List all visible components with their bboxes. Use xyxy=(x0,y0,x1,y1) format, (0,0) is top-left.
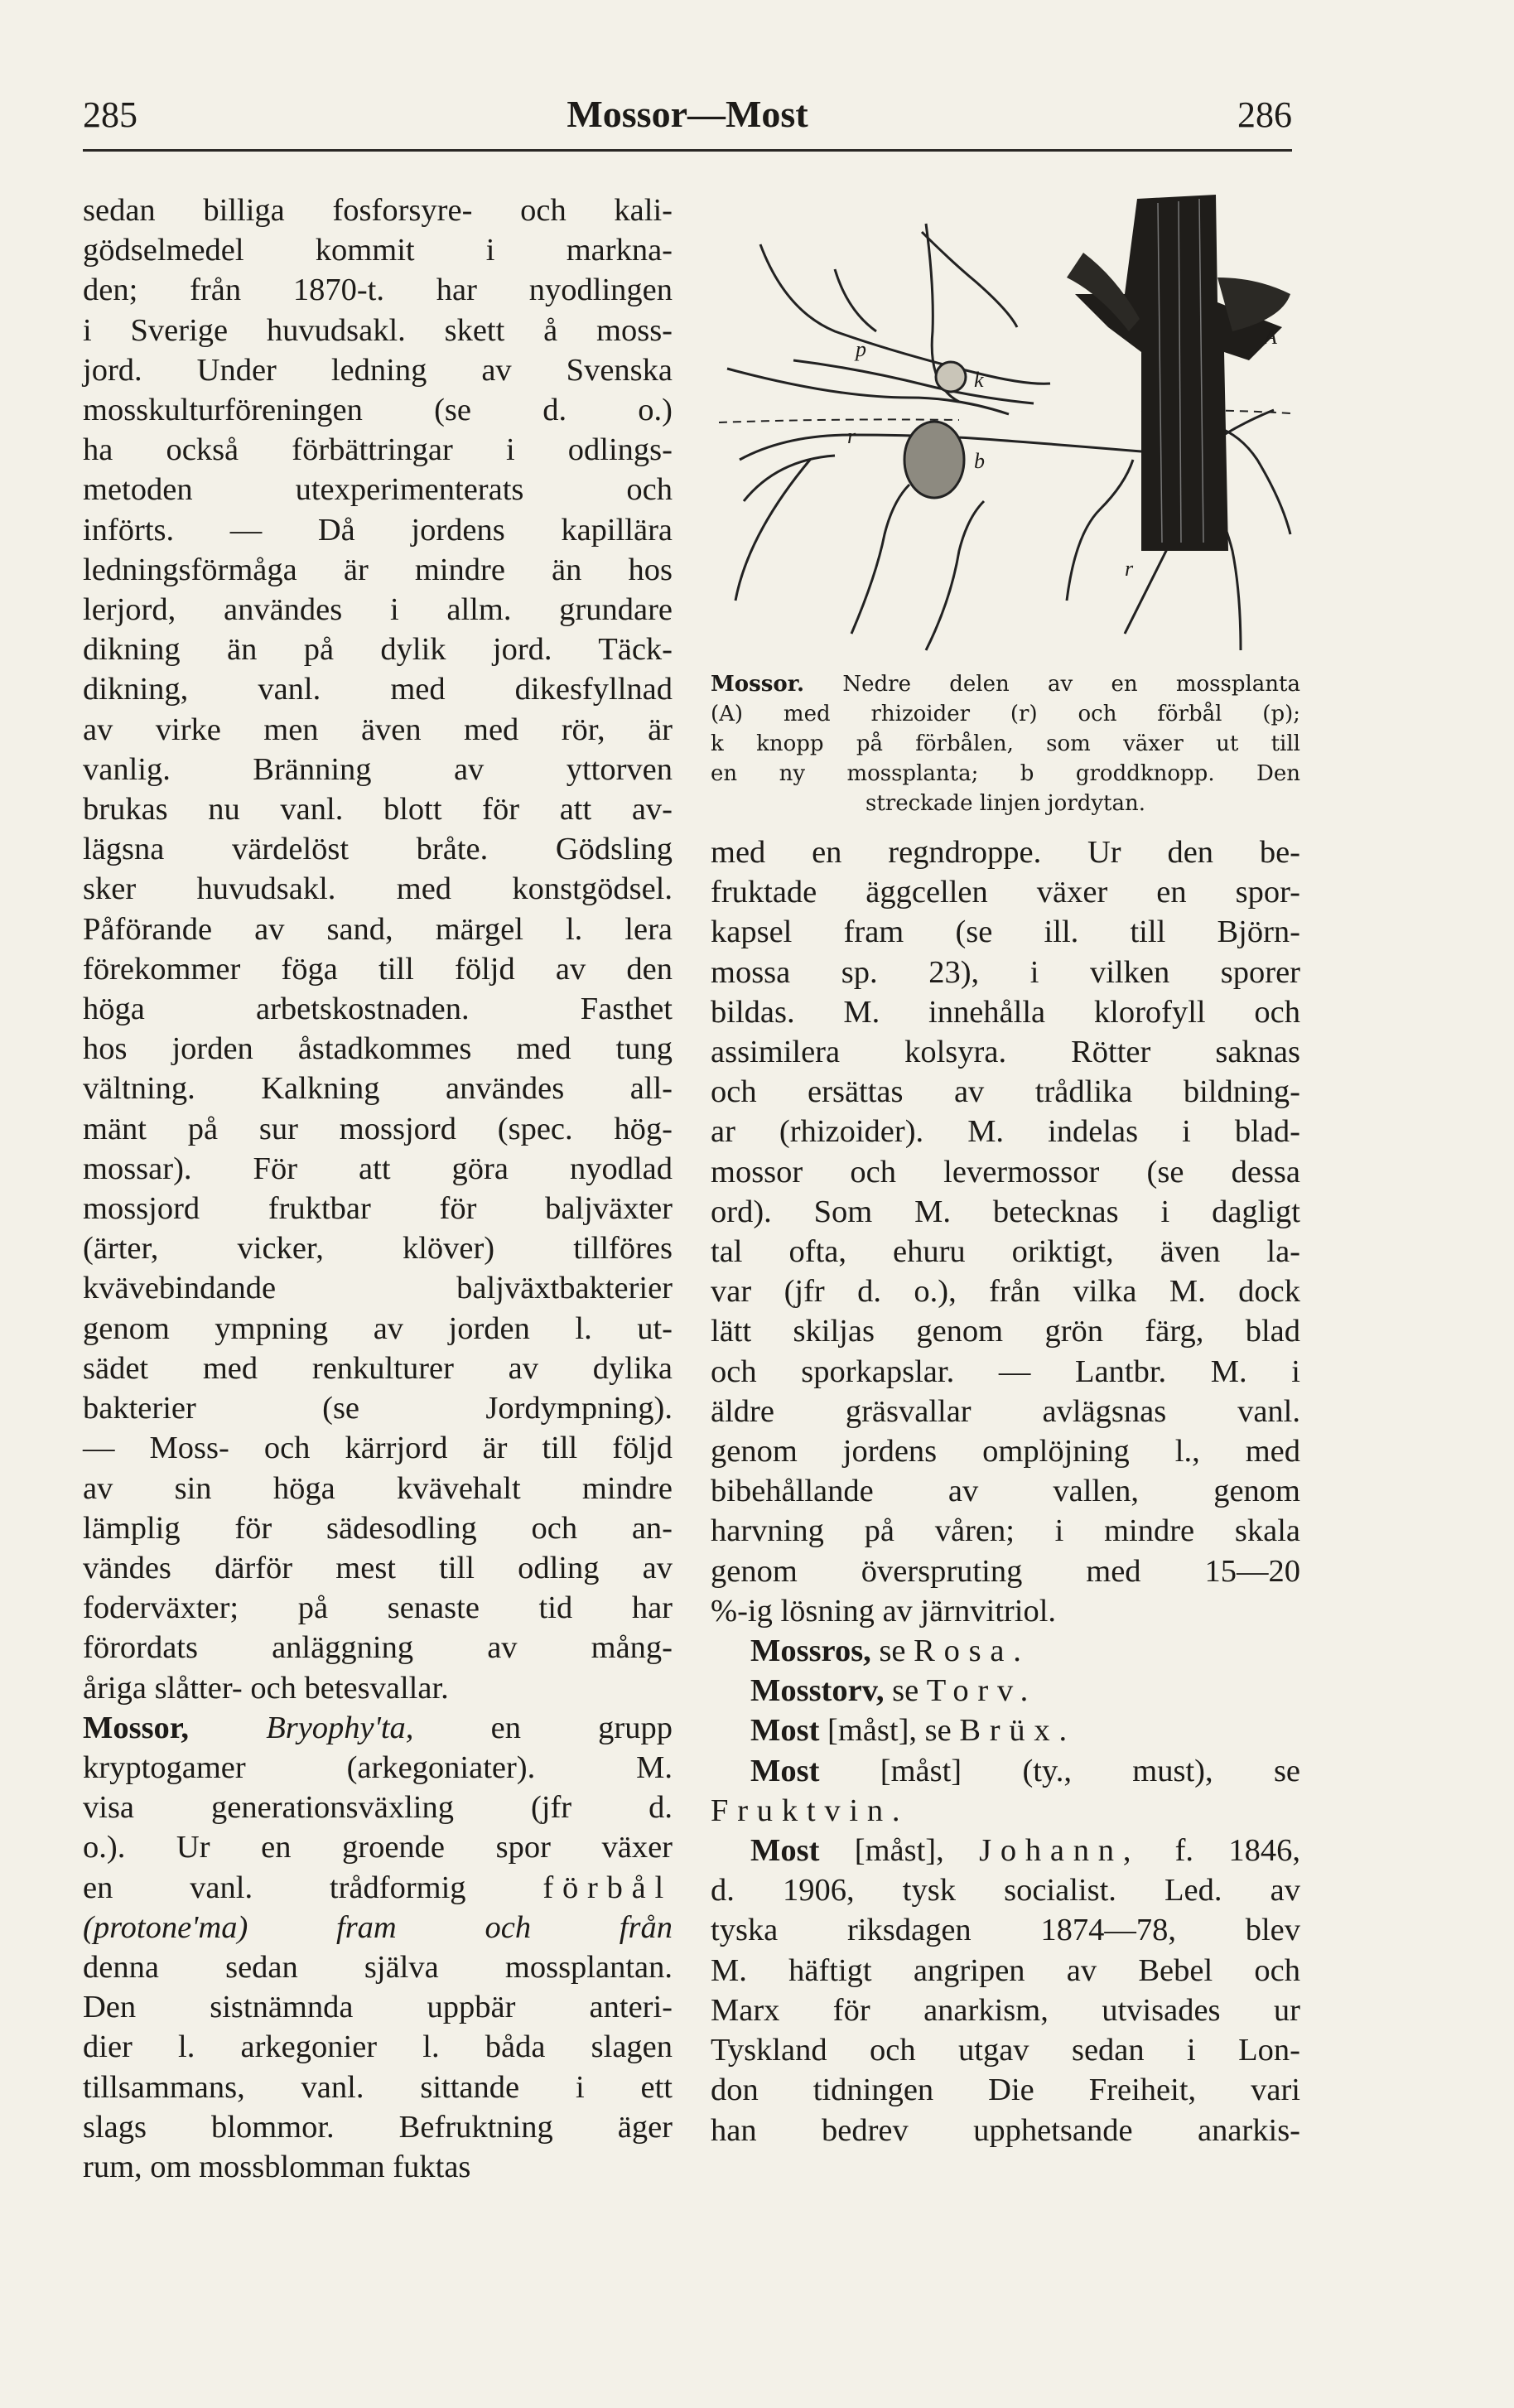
figure-caption xyxy=(711,669,1300,818)
text-line: sker huvudsakl. med konstgödsel. xyxy=(83,871,673,907)
text-line: foderväxter; på senaste tid har xyxy=(83,1590,673,1626)
text-line: och ersättas av trådlika bildning- xyxy=(711,1074,1300,1110)
text-line: brukas nu vanl. blott för att av- xyxy=(83,792,673,828)
text-line: lätt skiljas genom grön färg, blad xyxy=(711,1314,1300,1349)
text-line: av virke men även med rör, är xyxy=(83,712,673,747)
caption-line: en ny mossplanta; b groddknopp. Den xyxy=(711,761,1300,786)
text-line: av sin höga kvävehalt mindre xyxy=(83,1470,673,1506)
headword-mossor: Mossor, xyxy=(83,1710,189,1745)
text-line: tal ofta, ehuru oriktigt, även la- xyxy=(711,1234,1300,1270)
text-line: vanlig. Bränning av yttorven xyxy=(83,751,673,787)
text-line: denna sedan själva mossplantan. xyxy=(83,1949,673,1985)
text-line: jord. Under ledning av Svenska xyxy=(83,352,673,388)
text-line: mänt på sur mossjord (spec. hög- xyxy=(83,1111,673,1146)
text-line: genom jordens omplöjning l., med xyxy=(711,1434,1300,1469)
label-k: k xyxy=(974,368,984,392)
text-line: assimilera kolsyra. Rötter saknas xyxy=(711,1035,1300,1070)
left-column xyxy=(83,191,673,2187)
text-line: o.). Ur en groende spor växer xyxy=(83,1830,673,1865)
text-line: den; från 1870-t. har nyodlingen xyxy=(83,273,673,308)
text-line: mossjord fruktbar för baljväxter xyxy=(83,1191,673,1227)
right-column-text xyxy=(711,832,1300,1631)
text-line: ar (rhizoider). M. indelas i blad- xyxy=(711,1114,1300,1150)
text-line: visa generationsväxling (jfr d. xyxy=(83,1790,673,1826)
text-line: dikning, vanl. med dikesfyllnad xyxy=(83,672,673,707)
entry-mossros: Mossros, se Rosa. xyxy=(750,1633,1030,1669)
text-line: (ärter, vicker, klöver) tillföres xyxy=(83,1231,673,1267)
label-r-right: r xyxy=(1125,557,1134,581)
running-title: Mossor—Most xyxy=(567,93,808,135)
text-line: harvning på våren; i mindre skala xyxy=(711,1513,1300,1549)
text-line: don tidningen Die Freiheit, vari xyxy=(711,2073,1300,2108)
page-number-right: 286 xyxy=(1237,94,1292,135)
text-line: införts. — Då jordens kapillära xyxy=(83,512,673,548)
text-line: dier l. arkegonier l. båda slagen xyxy=(83,2029,673,2065)
text-line: tillsammans, vanl. sittande i ett xyxy=(83,2069,673,2105)
page-number-left: 285 xyxy=(83,94,137,135)
text-line: Påförande av sand, märgel l. lera xyxy=(83,911,673,947)
text-line: gödselmedel kommit i markna- xyxy=(83,233,673,268)
caption-line: streckade linjen jordytan. xyxy=(865,791,1145,816)
text-line: sedan billiga fosforsyre- och kali- xyxy=(83,193,673,228)
text-line: åriga slåtter- och betesvallar. xyxy=(83,1670,449,1706)
text-line: genom överspruting med 15—20 xyxy=(711,1553,1300,1589)
text-line: mossar). För att göra nyodlad xyxy=(83,1151,673,1186)
text-line: mosskulturföreningen (se d. o.) xyxy=(83,393,673,428)
text-line: ledningsförmåga är mindre än hos xyxy=(83,552,673,587)
text-line: äldre gräsvallar avlägsnas vanl. xyxy=(711,1393,1300,1429)
text-line: vändes därför mest till odling av xyxy=(83,1550,673,1585)
label-b: b xyxy=(974,449,985,473)
label-r-left: r xyxy=(847,424,856,448)
text-line: genom ympning av jorden l. ut- xyxy=(83,1310,673,1346)
moss-plant-illustration xyxy=(711,186,1300,683)
text-line: tyska riksdagen 1874—78, blev xyxy=(711,1913,1300,1948)
text-line: Tyskland och utgav sedan i Lon- xyxy=(711,2033,1300,2068)
text-line: sädet med renkulturer av dylika xyxy=(83,1350,673,1386)
text-line: med en regndroppe. Ur den be- xyxy=(711,835,1300,870)
text-line: lämplig för sädesodling och an- xyxy=(83,1510,673,1546)
entry-mosstorv: Mosstorv, se Torv. xyxy=(750,1673,1037,1709)
text-line: vältning. Kalkning användes all- xyxy=(83,1071,673,1107)
text-line: bibehållande av vallen, genom xyxy=(711,1474,1300,1509)
text-line: Marx för anarkism, utvisades ur xyxy=(711,1992,1300,2028)
text-line: förekommer föga till följd av den xyxy=(83,951,673,987)
text-line: och sporkapslar. — Lantbr. M. i xyxy=(711,1354,1300,1389)
text-line: M. häftigt angripen av Bebel och xyxy=(711,1952,1300,1988)
text-line: dikning än på dylik jord. Täck- xyxy=(83,632,673,668)
text-line: ord). Som M. betecknas i dagligt xyxy=(711,1194,1300,1229)
caption-line: (A) med rhizoider (r) och förbål (p); xyxy=(711,702,1300,726)
text-line: Den sistnämnda uppbär anteri- xyxy=(83,1990,673,2025)
text-line: en vanl. trådformig förbål xyxy=(83,1870,673,1905)
entry-most-must-ref: Fruktvin. xyxy=(711,1793,909,1828)
mossor-first-line: Mossor, Bryophy'ta, en grupp xyxy=(83,1710,673,1745)
label-a: A xyxy=(1264,325,1277,349)
text-line: — Moss- och kärrjord är till följd xyxy=(83,1431,673,1466)
text-line: metoden utexperimenterats och xyxy=(83,472,673,508)
text-line: mossa sp. 23), i vilken sporer xyxy=(711,954,1300,990)
text-line: bakterier (se Jordympning). xyxy=(83,1391,673,1426)
text-line: i Sverige huvudsakl. skett å moss- xyxy=(83,312,673,348)
text-line: (protone'ma) fram och från xyxy=(83,1909,673,1945)
caption-line: Mossor. Nedre delen av en mossplanta xyxy=(711,672,1301,697)
left-column-text xyxy=(83,191,673,1708)
text-line: ha också förbättringar i odlings- xyxy=(83,432,673,468)
entry-most-johann: Most [måst], Johann, f. 1846, xyxy=(750,1833,1300,1869)
spaced-term: förbål xyxy=(542,1870,673,1905)
text-line: han bedrev upphetsande anarkis- xyxy=(711,2112,1300,2148)
text-line: kvävebindande baljväxtbakterier xyxy=(83,1271,673,1306)
text-line: förordats anläggning av mång- xyxy=(83,1630,673,1666)
page-header xyxy=(83,87,1292,145)
text-line: rum, om mossblomman fuktas xyxy=(83,2149,471,2184)
text-line: slags blommor. Befruktning äger xyxy=(83,2109,673,2145)
entry-most-brux: Most [måst], se Brüx. xyxy=(750,1713,1076,1749)
text-line: %-ig lösning av järnvitriol. xyxy=(711,1593,1057,1629)
text-line: bildas. M. innehålla klorofyll och xyxy=(711,994,1300,1030)
caption-lead: Mossor. xyxy=(711,672,805,697)
header-rule xyxy=(83,149,1292,152)
text-line: var (jfr d. o.), från vilka M. dock xyxy=(711,1274,1300,1310)
text-line: fruktade äggcellen växer en spor- xyxy=(711,875,1300,910)
text-line: hos jorden åstadkommes med tung xyxy=(83,1031,673,1067)
text-line: lägsna värdelöst bråte. Gödsling xyxy=(83,832,673,867)
text-line: d. 1906, tysk socialist. Led. av xyxy=(711,1873,1300,1909)
text-line: kapsel fram (se ill. till Björn- xyxy=(711,914,1300,950)
text-line: lerjord, användes i allm. grundare xyxy=(83,592,673,628)
right-column xyxy=(711,832,1300,2150)
label-p: p xyxy=(856,337,866,361)
entry-most-must: Most [måst] (ty., must), se xyxy=(750,1753,1301,1788)
text-line: mossor och levermossor (se dessa xyxy=(711,1154,1300,1190)
mossor-entry xyxy=(83,1708,673,2187)
text-line: höga arbetskostnaden. Fasthet xyxy=(83,992,673,1027)
text-line: kryptogamer (arkegoniater). M. xyxy=(83,1749,673,1785)
caption-line: k knopp på förbålen, som växer ut till xyxy=(711,731,1300,756)
latin-name: Bryophy'ta, xyxy=(266,1710,414,1745)
